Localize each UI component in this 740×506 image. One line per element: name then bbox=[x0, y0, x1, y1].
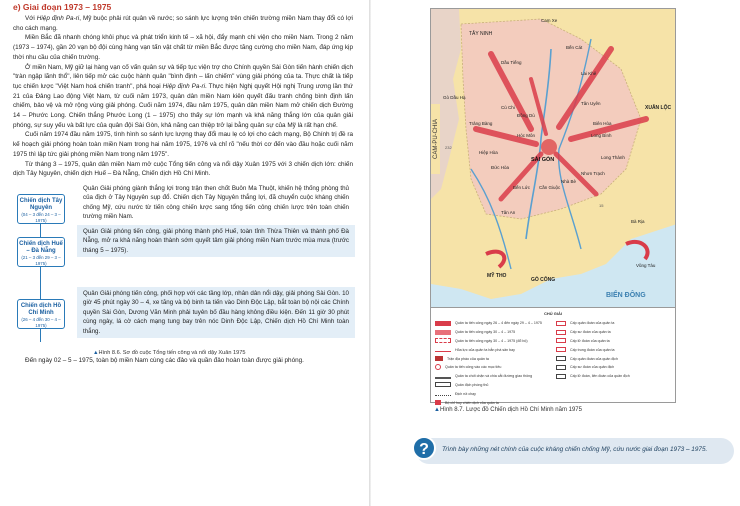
campaign-dates: (21 – 3 đến 29 – 3 – 1975) bbox=[21, 254, 61, 266]
legend-symbol bbox=[556, 330, 566, 335]
left-page bbox=[13, 2, 353, 366]
campaign-row bbox=[13, 182, 353, 225]
label-bien-hoa: Biên Hòa bbox=[593, 121, 612, 126]
label-long-thanh: Long Thành bbox=[601, 155, 625, 160]
campaign-text: Quân Giải phóng tiến công, phối hợp với các tầng lớp, nhân dân nổi dậy, giải phóng Sài Gòn. 10 giờ 45 phút ngày 30 – 4, xe tăng và bộ binh ta tiến vào Dinh Độc Lập, bắt toàn bộ nội các Chính quyền Sài Gòn, Dương Văn Minh phải tuyên bố đầu hàng không điều kiện. Đến 11 giờ 30 phút cùng ngày, lá cờ cách mạng tung bay trên nóc Dinh Độc Lập, Chiến dịch Hồ Chí Minh toàn thắng. bbox=[77, 287, 355, 339]
campaign-dates: (26 – 4 đến 30 – 4 – 1975) bbox=[21, 316, 61, 328]
label-my-tho: MỸ THO bbox=[487, 273, 507, 279]
campaign-diagram bbox=[13, 182, 353, 349]
legend-column-left bbox=[435, 319, 550, 407]
legend-row: Cấp lữ đoàn của quân ta bbox=[556, 337, 671, 346]
legend-symbol bbox=[556, 356, 566, 361]
legend-symbol bbox=[435, 321, 451, 326]
legend-symbol bbox=[435, 382, 451, 387]
label-trang-bang: Trảng Bàng bbox=[469, 121, 493, 126]
legend-row: Bộ chỉ huy chiến dịch của quân ta bbox=[435, 398, 550, 407]
legend-row: Quân ta tiến công ngày 30 – 4 – 1975 (đổ bộ) bbox=[435, 337, 550, 346]
paragraph-3: Ở miền Nam, Mỹ giữ lại hàng vạn cố vấn quân sự và tiếp tục viện trợ cho Chính quyền Sài Gòn tiến hành chiến dịch "tràn ngập lãnh thổ", liên tiếp mở các cuộc hành quân "bình định – lấn chiếm" vùng giải phóng của ta. Thực chất là tiếp tục chiến lược "Việt Nam hoá chiến tranh", phá hoại Hiệp định Pa-ri. Thực hiện Nghị quyết Hội nghị Trung ương lần thứ 21 của Đảng Lao động Việt Nam, từ cuối năm 1973, quân dân miền Nam kiên quyết đấu tranh chống bình định lấn chiếm, bảo vệ và mở rộng vùng giải phóng. Cuối năm 1974, đầu năm 1975, quân dân miền Nam mở chiến dịch Đường 14 – Phước Long. Chiến thắng Phước Long (1 – 1975) cho thấy sự lớn mạnh và khả năng thắng lớn của quân giải phóng, sự suy yếu và bất lực của quân đội Sài Gòn, khả năng can thiệp trở lại bằng quân sự của Mỹ là rất hạn chế. bbox=[13, 63, 353, 129]
legend-symbol bbox=[435, 400, 441, 405]
legend-column-right bbox=[556, 319, 671, 407]
label-duc-hoa: Đức Hòa bbox=[491, 165, 510, 170]
caption-triangle-icon: ▲ bbox=[434, 407, 440, 413]
campaign-label bbox=[17, 194, 65, 224]
legend-symbol bbox=[435, 364, 441, 370]
right-page bbox=[380, 0, 740, 506]
legend-symbol bbox=[435, 356, 443, 361]
label-bien-dong: BIỂN ĐÔNG bbox=[606, 292, 646, 299]
label-hiep-hoa: Hiệp Hòa bbox=[479, 150, 498, 155]
campaign-label bbox=[17, 237, 65, 267]
legend-symbol bbox=[556, 321, 566, 326]
campaign-title: Chiến dịch Tây Nguyên bbox=[19, 197, 63, 211]
campaign-row bbox=[13, 287, 353, 349]
label-go-cong: GÒ CÔNG bbox=[531, 277, 556, 283]
campaign-title: Chiến dịch Hồ Chí Minh bbox=[20, 302, 62, 316]
legend-row: Cấp quân đoàn của quân địch bbox=[556, 354, 671, 363]
label-xuan-loc: XUÂN LỘC bbox=[645, 105, 672, 111]
legend-title: CHÚ GIẢI bbox=[544, 311, 562, 316]
label-cam-xe: Cam Xe bbox=[541, 18, 558, 23]
book-gutter bbox=[369, 0, 371, 506]
label-cu-chi: Củ Chi bbox=[501, 105, 515, 110]
label-hoc-mon: Hóc Môn bbox=[517, 133, 536, 138]
label-tay-ninh: TÂY NINH bbox=[469, 31, 493, 37]
label-dau-tieng: Dầu Tiếng bbox=[501, 60, 522, 65]
label-ben-cat: Bến Cát bbox=[566, 45, 583, 50]
legend-symbol bbox=[556, 374, 566, 379]
label-can-giuoc: Cần Giuộc bbox=[539, 185, 561, 190]
legend-symbol bbox=[556, 347, 566, 352]
campaign-map bbox=[430, 8, 676, 308]
figure-caption-left: ▲Hình 8.6. Sơ đồ cuộc Tổng tiến công và nổi dậy Xuân 1975 bbox=[93, 349, 246, 356]
label-sai-gon: SÀI GÒN bbox=[531, 157, 555, 163]
legend-row: Hỏa lực của quân ta bắn phá sân bay bbox=[435, 345, 550, 354]
paragraph-4: Cuối năm 1974 đầu năm 1975, tình hình so sánh lực lượng thay đổi mau lẹ có lợi cho cách mạng, Bộ Chính trị đề ra kế hoạch giải phóng hoàn toàn miền Nam trong hai năm 1975, 1976 và chỉ rõ "nếu thời cơ đến vào đầu hoặc cuối năm 1975 thì lập tức giải phóng miền Nam trong năm 1975". bbox=[13, 131, 353, 158]
legend-symbol bbox=[435, 374, 451, 379]
label-vung-tau: Vũng Tàu bbox=[636, 263, 656, 268]
legend-row: Cấp quân đoàn của quân ta bbox=[556, 319, 671, 328]
paragraph-1: Với Hiệp định Pa-ri, Mỹ buộc phải rút quân về nước; so sánh lực lượng trên chiến trường miền Nam thay đổi có lợi cho cách mạng. bbox=[13, 15, 353, 32]
campaign-text: Quân Giải phóng tiến công, giải phóng thành phố Huế, toàn tỉnh Thừa Thiên và thành phố Đà Nẵng, mở ra khả năng hoàn thành sớm quyết tâm giải phóng miền Nam trước mùa mưa (trước tháng 5 – 1975). bbox=[77, 225, 355, 258]
paragraph-5: Từ tháng 3 – 1975, quân dân miền Nam mở cuộc Tổng tiến công và nổi dậy Xuân 1975 với 3 chiến dịch lớn: chiến dịch Tây Nguyên, chiến dịch Huế – Đà Nẵng, Chiến dịch Hồ Chí Minh. bbox=[13, 160, 353, 178]
legend-symbol bbox=[435, 347, 451, 352]
label-go-dau-ha: Gò Dầu Hạ bbox=[443, 95, 466, 100]
label-road-15: 15 bbox=[599, 203, 604, 208]
legend-row: Trận địa pháo của quân ta bbox=[435, 354, 550, 363]
paragraph-6: Đến ngày 02 – 5 – 1975, toàn bộ miền Nam cùng các đảo và quần đảo hoàn toàn được giải phóng. bbox=[25, 356, 304, 364]
legend-row: Cấp lữ đoàn, liên đoàn của quân địch bbox=[556, 372, 671, 381]
legend-row: Địch rút chạy bbox=[435, 389, 550, 398]
legend-columns bbox=[435, 319, 671, 407]
label-road-232: 232 bbox=[445, 145, 452, 150]
label-ben-luc: Bến Lức bbox=[513, 185, 531, 190]
label-tan-uyen: Tân Uyên bbox=[581, 101, 601, 106]
label-nhon-trach: Nhơn Trạch bbox=[581, 171, 605, 176]
campaign-dates: (04 – 3 đến 24 – 3 – 1975) bbox=[21, 211, 61, 223]
campaign-text: Quân Giải phóng giành thắng lợi trong trận then chốt Buôn Ma Thuột, khiến hệ thống phòng thủ của địch ở Tây Nguyên sụp đổ. Chiến dịch Tây Nguyên thắng lợi, đã chuyển cuộc kháng chiến chống Mỹ, cứu nước từ tiến công chiến lược sang tổng tiến công chiến lược trên toàn chiến trường miền Nam. bbox=[77, 182, 355, 224]
label-ba-ria: Bà Rịa bbox=[631, 219, 645, 224]
figure-caption-right: ▲Hình 8.7. Lược đồ Chiến dịch Hồ Chí Minh năm 1975 bbox=[434, 407, 582, 413]
caption-triangle-icon: ▲ bbox=[93, 349, 99, 356]
label-nha-be: Nhà Bè bbox=[561, 179, 577, 184]
legend-symbol bbox=[556, 365, 566, 370]
question-box bbox=[416, 438, 734, 464]
label-dong-du: Đồng Dù bbox=[517, 113, 535, 118]
legend-row: Quân ta chốt chặn và chia cắt đường giao thông bbox=[435, 372, 550, 381]
label-tan-an: Tân An bbox=[501, 210, 516, 215]
legend-row: Quân ta tiến công ngày 26 – 4 đến ngày 29 – 4 – 1975 bbox=[435, 319, 550, 328]
campaign-row bbox=[13, 225, 353, 287]
legend-row: Quân ta tiến công vào các mục tiêu bbox=[435, 363, 550, 372]
map-svg bbox=[431, 9, 676, 308]
campaign-label bbox=[17, 299, 65, 329]
legend-symbol bbox=[435, 338, 451, 343]
label-lai-khe: Lai Khê bbox=[581, 71, 597, 76]
legend-row: Cấp trung đoàn của quân ta bbox=[556, 345, 671, 354]
question-text: Trình bày những nét chính của cuộc kháng chiến chống Mỹ, cứu nước giai đoạn 1973 – 1975. bbox=[442, 446, 708, 453]
saigon-marker bbox=[541, 139, 557, 155]
legend-symbol bbox=[556, 338, 566, 343]
campaign-title: Chiến dịch Huế – Đà Nẵng bbox=[19, 240, 63, 254]
legend-row: Cấp sư đoàn của quân địch bbox=[556, 363, 671, 372]
legend-row: Quân ta tiến công ngày 30 – 4 – 1975 bbox=[435, 328, 550, 337]
legend-row: Cấp sư đoàn của quân ta bbox=[556, 328, 671, 337]
legend-symbol bbox=[435, 330, 451, 335]
legend-symbol bbox=[435, 391, 451, 396]
legend-row: Quân địch phòng thủ bbox=[435, 381, 550, 390]
label-long-binh: Long Bình bbox=[591, 133, 612, 138]
label-campuchia: CAM-PU-CHIA bbox=[433, 119, 439, 159]
section-heading: e) Giai đoạn 1973 – 1975 bbox=[13, 2, 112, 12]
map-legend bbox=[430, 308, 676, 403]
question-icon: ? bbox=[412, 436, 436, 460]
paragraph-2: Miền Bắc đã nhanh chóng khôi phục và phát triển kinh tế – xã hội, đẩy mạnh chi viện cho miền Nam. Trong 2 năm (1973 – 1974), gần 20 vạn bộ đội cùng hàng vạn tấn vật chất từ miền Bắc được tăng cường cho miền Nam, đáp ứng kịp thời nhu cầu của chiến trường. bbox=[13, 34, 353, 61]
